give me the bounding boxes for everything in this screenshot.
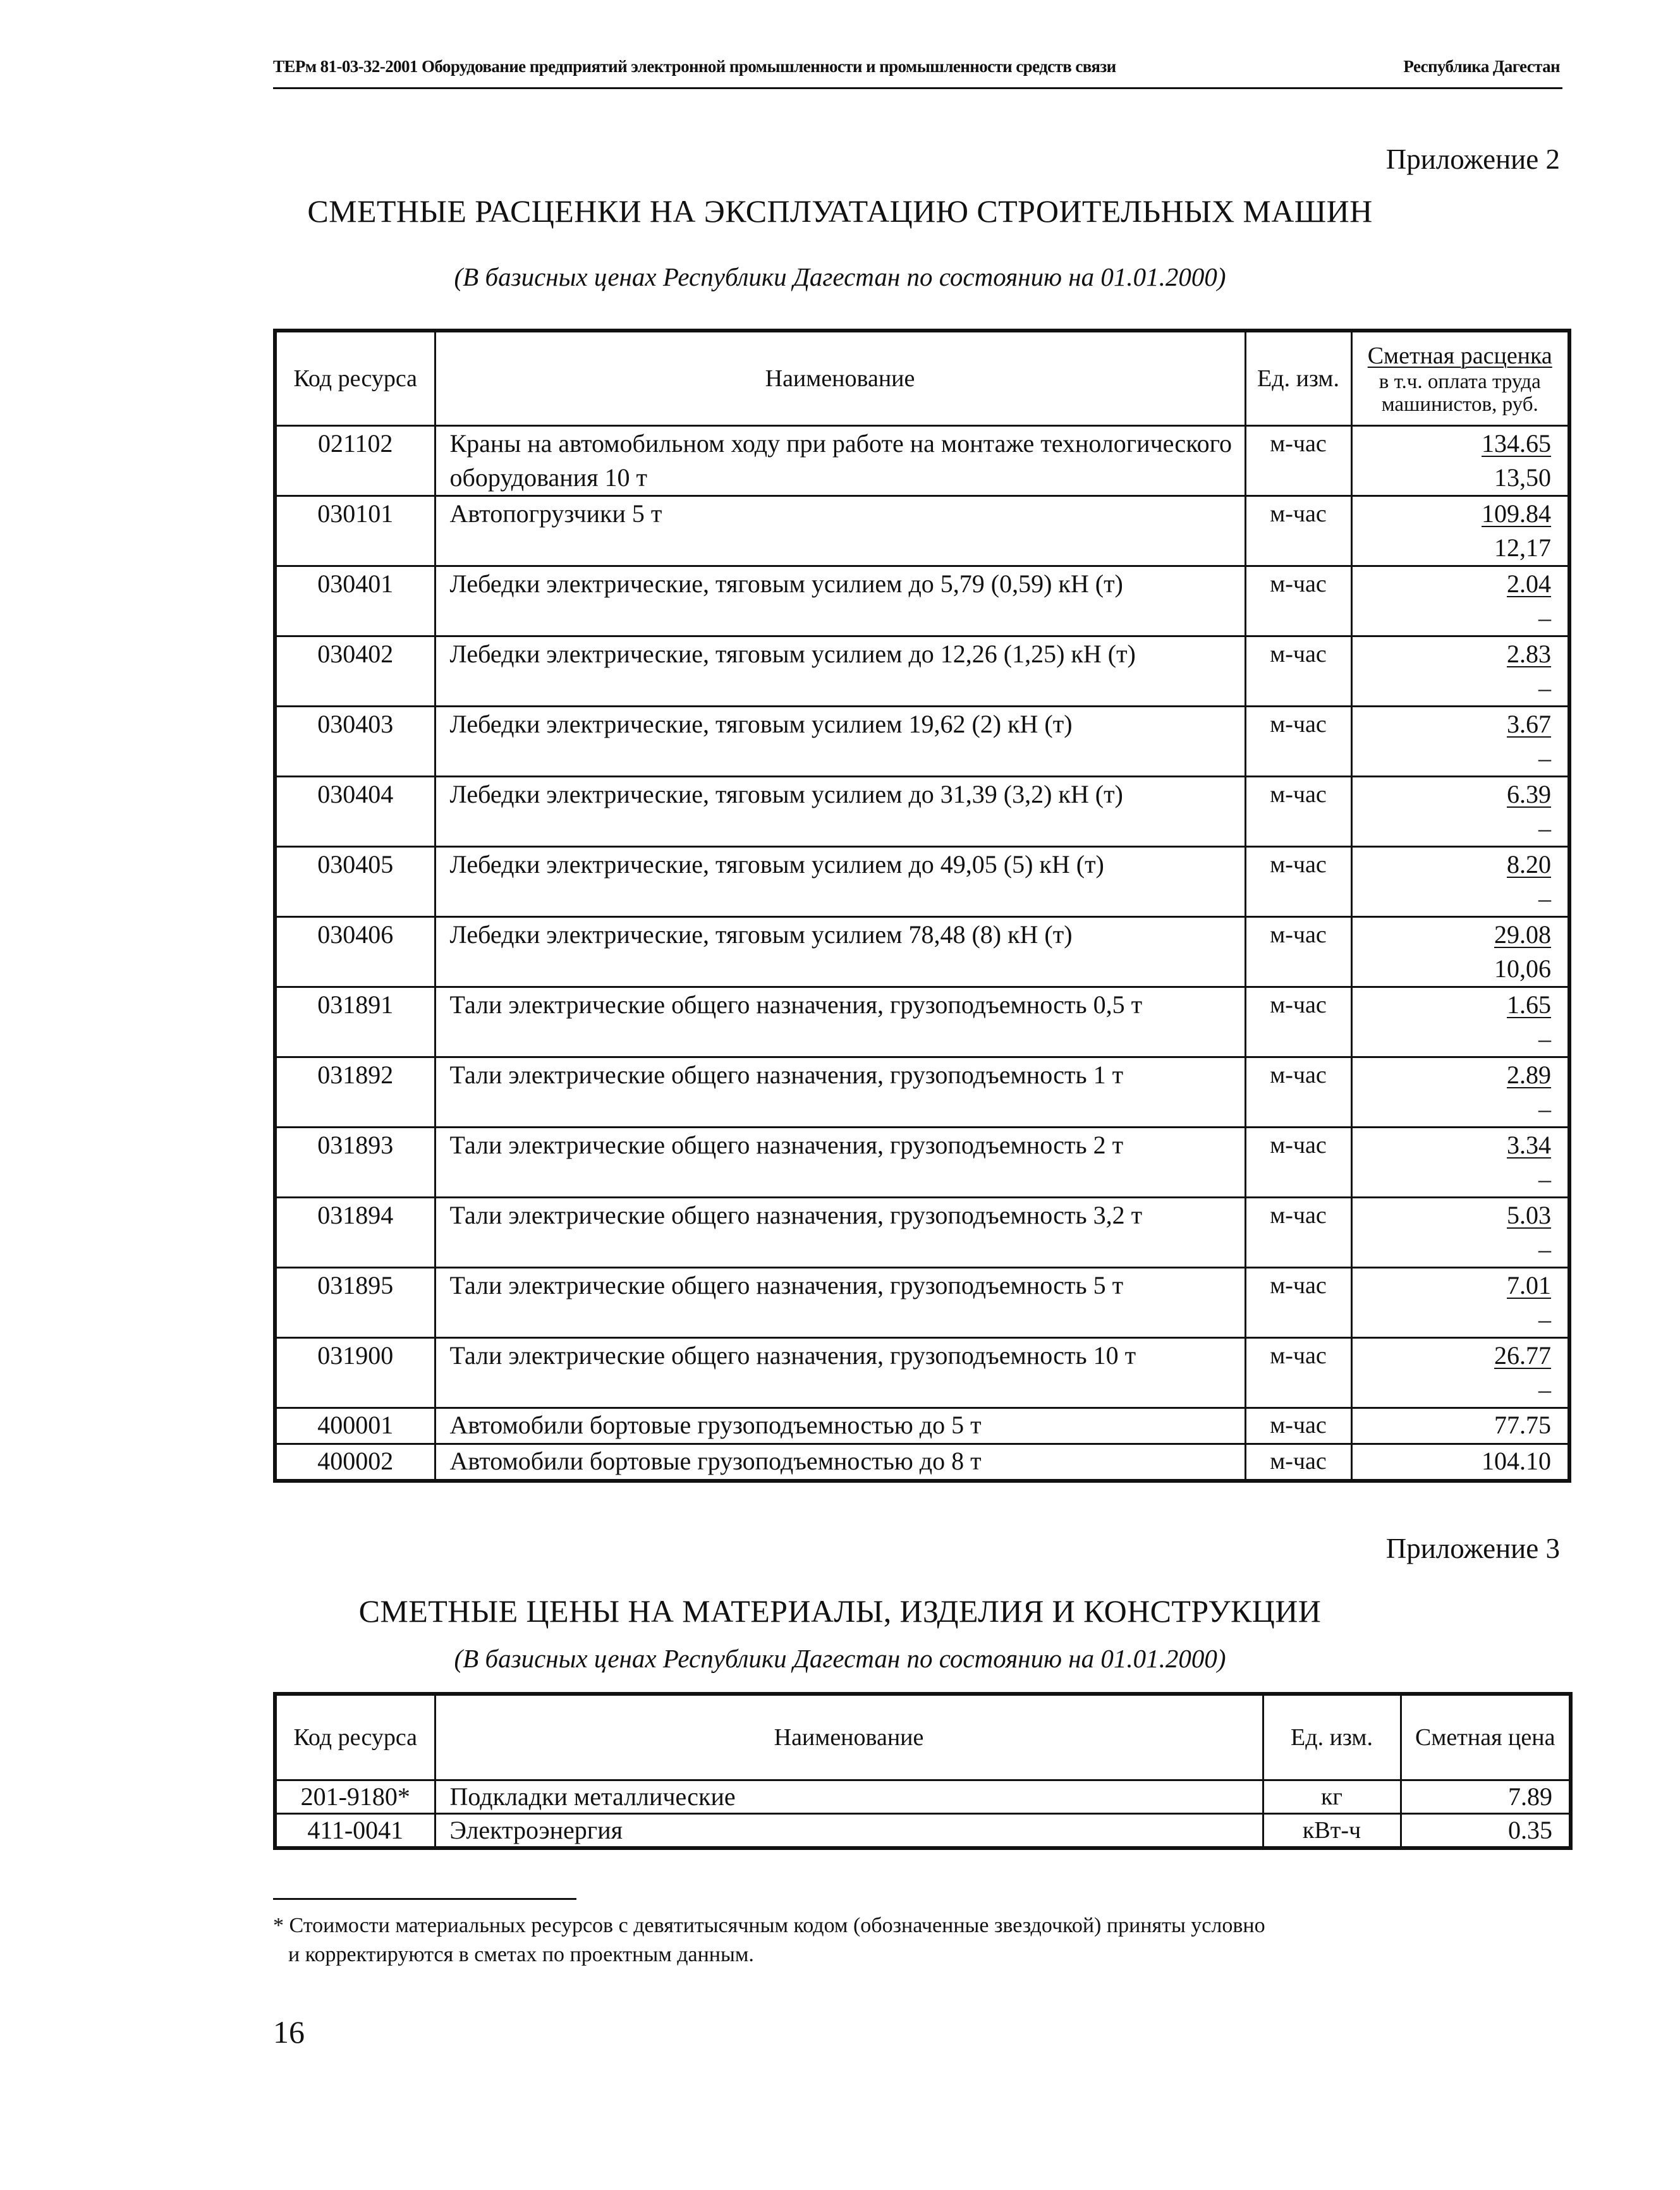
unit-of-measure: м-час xyxy=(1245,1267,1351,1337)
col-header-price-main: Сметная расценка xyxy=(1367,342,1552,369)
price-cell xyxy=(1351,776,1569,846)
resource-name: Тали электрические общего назначения, грузоподъемность 10 т xyxy=(435,1337,1245,1408)
rate-value: 134.65 xyxy=(1482,429,1551,458)
resource-code: 030401 xyxy=(275,566,435,636)
material-prices-body xyxy=(275,1780,1571,1848)
col-header-price-sub: в т.ч. оплата труда машинистов, руб. xyxy=(1379,370,1541,416)
price-cell xyxy=(1351,1408,1569,1444)
rate-value: 8.20 xyxy=(1507,849,1551,879)
price-cell xyxy=(1351,1267,1569,1337)
header-rule xyxy=(273,87,1562,89)
price-cell xyxy=(1351,1444,1569,1481)
rate-value: 26.77 xyxy=(1494,1341,1551,1370)
labor-cost-value: – xyxy=(1538,1024,1551,1053)
resource-code: 400002 xyxy=(275,1444,435,1481)
table-row xyxy=(275,987,1569,1057)
unit-of-measure: м-час xyxy=(1245,566,1351,636)
resource-name: Краны на автомобильном ходу при работе на монтаже технологического оборудования 10 т xyxy=(435,425,1245,496)
unit-of-measure: м-час xyxy=(1245,425,1351,496)
price-value: 7.89 xyxy=(1401,1780,1571,1813)
unit-of-measure: м-час xyxy=(1245,846,1351,916)
table-row xyxy=(275,1408,1569,1444)
resource-name: Тали электрические общего назначения, грузоподъемность 0,5 т xyxy=(435,987,1245,1057)
rate-value: 6.39 xyxy=(1507,779,1551,808)
rate-value: 109.84 xyxy=(1482,499,1551,528)
table-row xyxy=(275,425,1569,496)
unit-of-measure: м-час xyxy=(1245,1057,1351,1127)
resource-name: Тали электрические общего назначения, грузоподъемность 2 т xyxy=(435,1127,1245,1197)
labor-cost-value: – xyxy=(1538,1305,1551,1334)
resource-code: 030406 xyxy=(275,916,435,987)
rate-value: 3.67 xyxy=(1507,709,1551,738)
running-header-title: ТЕРм 81-03-32-2001 Оборудование предприятий электронной промышленности и промышленности средств связи xyxy=(273,57,1116,76)
unit-of-measure: м-час xyxy=(1245,1337,1351,1408)
table-row xyxy=(275,496,1569,566)
labor-cost-value: – xyxy=(1538,813,1551,843)
resource-name: Лебедки электрические, тяговым усилием до 49,05 (5) кН (т) xyxy=(435,846,1245,916)
rate-value: 2.83 xyxy=(1507,639,1551,668)
labor-cost-value: – xyxy=(1538,743,1551,772)
resource-code: 400001 xyxy=(275,1408,435,1444)
col-header-unit: Ед. изм. xyxy=(1245,331,1351,425)
appendix-2-subtitle: (В базисных ценах Республики Дагестан по состоянию на 01.01.2000) xyxy=(454,262,1226,291)
table-row xyxy=(275,1057,1569,1127)
table-row xyxy=(275,566,1569,636)
rate-value: 5.03 xyxy=(1507,1200,1551,1229)
footnote xyxy=(273,1911,1348,1969)
table-row xyxy=(275,1813,1571,1848)
price-cell xyxy=(1351,1337,1569,1408)
price-cell xyxy=(1351,496,1569,566)
price-cell xyxy=(1351,916,1569,987)
rate-value: 104.10 xyxy=(1482,1446,1551,1475)
unit-of-measure: м-час xyxy=(1245,1127,1351,1197)
unit-of-measure: м-час xyxy=(1245,636,1351,706)
labor-cost-value: 13,50 xyxy=(1494,463,1551,492)
resource-name: Автопогрузчики 5 т xyxy=(435,496,1245,566)
appendix-3-label: Приложение 3 xyxy=(1385,1533,1560,1564)
price-cell xyxy=(1351,846,1569,916)
labor-cost-value: – xyxy=(1538,603,1551,632)
appendix-3-subtitle: (В базисных ценах Республики Дагестан по состоянию на 01.01.2000) xyxy=(454,1644,1226,1673)
table-row xyxy=(275,1267,1569,1337)
labor-cost-value: 12,17 xyxy=(1494,533,1551,562)
rate-value: 29.08 xyxy=(1494,920,1551,949)
resource-code: 031891 xyxy=(275,987,435,1057)
unit-of-measure: м-час xyxy=(1245,706,1351,776)
table-row xyxy=(275,916,1569,987)
unit-of-measure: кг xyxy=(1263,1780,1401,1813)
resource-name: Тали электрические общего назначения, грузоподъемность 1 т xyxy=(435,1057,1245,1127)
resource-name: Электроэнергия xyxy=(435,1813,1263,1848)
price-cell xyxy=(1351,1197,1569,1267)
price-cell xyxy=(1351,706,1569,776)
labor-cost-value: 10,06 xyxy=(1494,954,1551,983)
resource-code: 031900 xyxy=(275,1337,435,1408)
labor-cost-value: – xyxy=(1538,673,1551,702)
machine-rates-body xyxy=(275,425,1569,1481)
table-header-row xyxy=(275,331,1569,425)
rate-value: 1.65 xyxy=(1507,990,1551,1019)
unit-of-measure: м-час xyxy=(1245,987,1351,1057)
col-header-name: Наименование xyxy=(435,331,1245,425)
col-header-unit: Ед. изм. xyxy=(1263,1694,1401,1780)
table-row xyxy=(275,636,1569,706)
price-cell xyxy=(1351,566,1569,636)
table-row xyxy=(275,846,1569,916)
table-row xyxy=(275,1337,1569,1408)
resource-name: Лебедки электрические, тяговым усилием до 31,39 (3,2) кН (т) xyxy=(435,776,1245,846)
material-prices-table xyxy=(273,1692,1573,1850)
footnote-rule xyxy=(273,1898,576,1900)
unit-of-measure: м-час xyxy=(1245,1408,1351,1444)
footnote-line-1: * Стоимости материальных ресурсов с девятитысячным кодом (обозначенные звездочкой) приняты условно xyxy=(273,1914,1265,1937)
resource-code: 411-0041 xyxy=(275,1813,435,1848)
labor-cost-value: – xyxy=(1538,1375,1551,1404)
resource-name: Лебедки электрические, тяговым усилием до 12,26 (1,25) кН (т) xyxy=(435,636,1245,706)
resource-code: 021102 xyxy=(275,425,435,496)
unit-of-measure: м-час xyxy=(1245,916,1351,987)
table-header-row xyxy=(275,1694,1571,1780)
resource-code: 030405 xyxy=(275,846,435,916)
table-row xyxy=(275,1444,1569,1481)
resource-name: Лебедки электрические, тяговым усилием 78,48 (8) кН (т) xyxy=(435,916,1245,987)
col-header-code: Код ресурса xyxy=(275,331,435,425)
resource-name: Лебедки электрические, тяговым усилием 19,62 (2) кН (т) xyxy=(435,706,1245,776)
resource-name: Автомобили бортовые грузоподъемностью до 8 т xyxy=(435,1444,1245,1481)
rate-value: 3.34 xyxy=(1507,1130,1551,1159)
resource-code: 030403 xyxy=(275,706,435,776)
table-row xyxy=(275,776,1569,846)
labor-cost-value: – xyxy=(1538,1164,1551,1193)
unit-of-measure: кВт-ч xyxy=(1263,1813,1401,1848)
price-value: 0.35 xyxy=(1401,1813,1571,1848)
labor-cost-value: – xyxy=(1538,884,1551,913)
resource-code: 201-9180* xyxy=(275,1780,435,1813)
unit-of-measure: м-час xyxy=(1245,1444,1351,1481)
resource-name: Тали электрические общего назначения, грузоподъемность 5 т xyxy=(435,1267,1245,1337)
rate-value: 2.04 xyxy=(1507,569,1551,598)
col-header-price xyxy=(1351,331,1569,425)
unit-of-measure: м-час xyxy=(1245,496,1351,566)
price-cell xyxy=(1351,1057,1569,1127)
resource-name: Лебедки электрические, тяговым усилием до 5,79 (0,59) кН (т) xyxy=(435,566,1245,636)
table-row xyxy=(275,1780,1571,1813)
rate-value: 77.75 xyxy=(1494,1410,1551,1439)
resource-code: 030404 xyxy=(275,776,435,846)
appendix-3-title: СМЕТНЫЕ ЦЕНЫ НА МАТЕРИАЛЫ, ИЗДЕЛИЯ И КОНСТРУКЦИИ xyxy=(358,1593,1322,1629)
resource-code: 031893 xyxy=(275,1127,435,1197)
resource-code: 031894 xyxy=(275,1197,435,1267)
price-cell xyxy=(1351,636,1569,706)
resource-code: 030101 xyxy=(275,496,435,566)
resource-code: 031892 xyxy=(275,1057,435,1127)
running-header-region: Республика Дагестан xyxy=(1403,57,1560,76)
rate-value: 7.01 xyxy=(1507,1270,1551,1299)
table-row xyxy=(275,1127,1569,1197)
unit-of-measure: м-час xyxy=(1245,1197,1351,1267)
col-header-name: Наименование xyxy=(435,1694,1263,1780)
price-cell xyxy=(1351,425,1569,496)
price-cell xyxy=(1351,1127,1569,1197)
page-number: 16 xyxy=(273,2014,305,2050)
machine-rates-table xyxy=(273,329,1571,1483)
resource-name: Автомобили бортовые грузоподъемностью до 5 т xyxy=(435,1408,1245,1444)
table-row xyxy=(275,706,1569,776)
resource-name: Подкладки металлические xyxy=(435,1780,1263,1813)
appendix-2-title: СМЕТНЫЕ РАСЦЕНКИ НА ЭКСПЛУАТАЦИЮ СТРОИТЕЛЬНЫХ МАШИН xyxy=(307,193,1373,229)
rate-value: 2.89 xyxy=(1507,1060,1551,1089)
table-row xyxy=(275,1197,1569,1267)
resource-code: 031895 xyxy=(275,1267,435,1337)
resource-code: 030402 xyxy=(275,636,435,706)
appendix-2-label: Приложение 2 xyxy=(1385,143,1560,175)
labor-cost-value: – xyxy=(1538,1234,1551,1263)
labor-cost-value: – xyxy=(1538,1094,1551,1123)
col-header-code: Код ресурса xyxy=(275,1694,435,1780)
unit-of-measure: м-час xyxy=(1245,776,1351,846)
col-header-price: Сметная цена xyxy=(1401,1694,1571,1780)
resource-name: Тали электрические общего назначения, грузоподъемность 3,2 т xyxy=(435,1197,1245,1267)
footnote-line-2: и корректируются в сметах по проектным данным. xyxy=(288,1943,754,1966)
price-cell xyxy=(1351,987,1569,1057)
